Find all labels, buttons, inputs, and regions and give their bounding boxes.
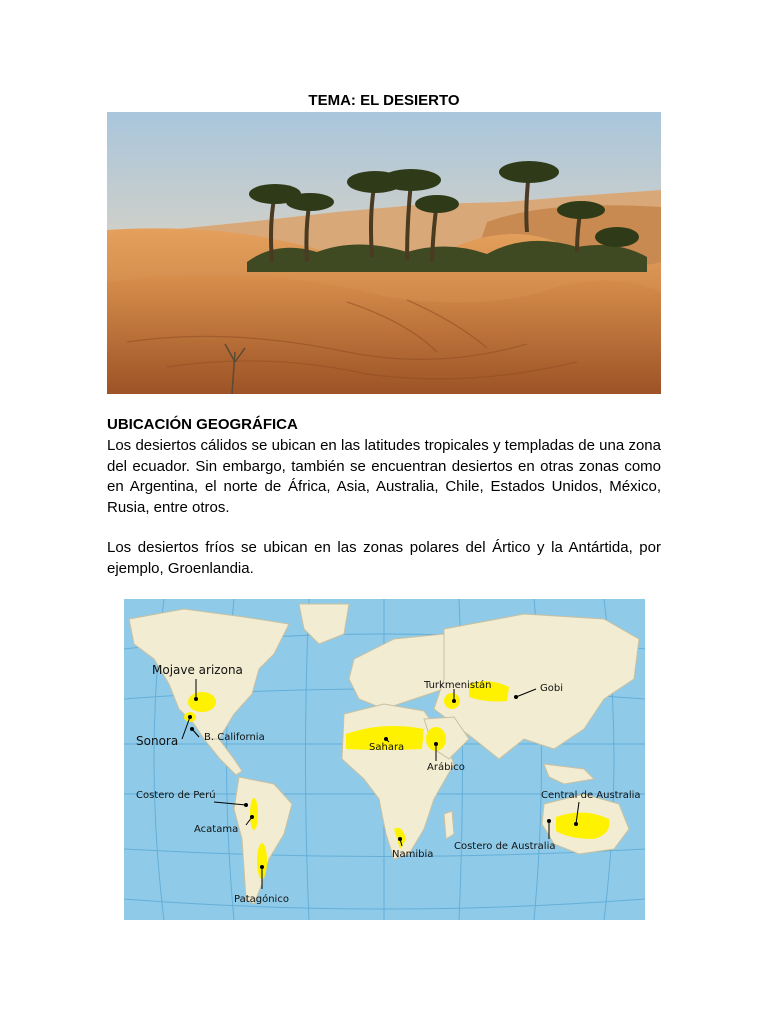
label-sahara: Sahara [369,742,405,753]
world-desert-map [124,599,645,920]
label-costero-peru: Costero de Perú [136,790,216,801]
document-title: TEMA: EL DESIERTO [308,92,460,109]
label-acatama: Acatama [194,824,239,835]
desert-photo-illustration [107,112,661,394]
label-central-australia: Central de Australia [541,790,641,801]
label-arabico: Arábico [427,762,465,773]
label-patagonico: Patagónico [234,894,289,905]
label-namibia: Namibia [392,849,434,860]
label-mojave: Mojave arizona [152,663,243,677]
paragraph-cold-deserts: Los desiertos fríos se ubican en las zonas polares del Ártico y la Antártida, por ejemplo, Groenlandia. [107,539,661,577]
label-sonora: Sonora [136,734,179,748]
section-heading: UBICACIÓN GEOGRÁFICA [107,416,298,433]
label-baja-california: B. California [204,732,265,743]
label-costero-australia: Costero de Australia [454,841,556,852]
label-turkmenistan: Turkmenistán [424,680,492,691]
label-gobi: Gobi [540,683,563,694]
paragraph-warm-deserts: Los desiertos cálidos se ubican en las latitudes tropicales y templadas de una zona del ecuador. Sin embargo, también se encuentran desiertos en otras zonas como en Argentina, el norte de África, Asia, Australia, Chile, Estados Unidos, México, Rusia, entre otros. [107,437,661,516]
desert-photo [107,112,661,394]
world-map-illustration [124,599,645,920]
